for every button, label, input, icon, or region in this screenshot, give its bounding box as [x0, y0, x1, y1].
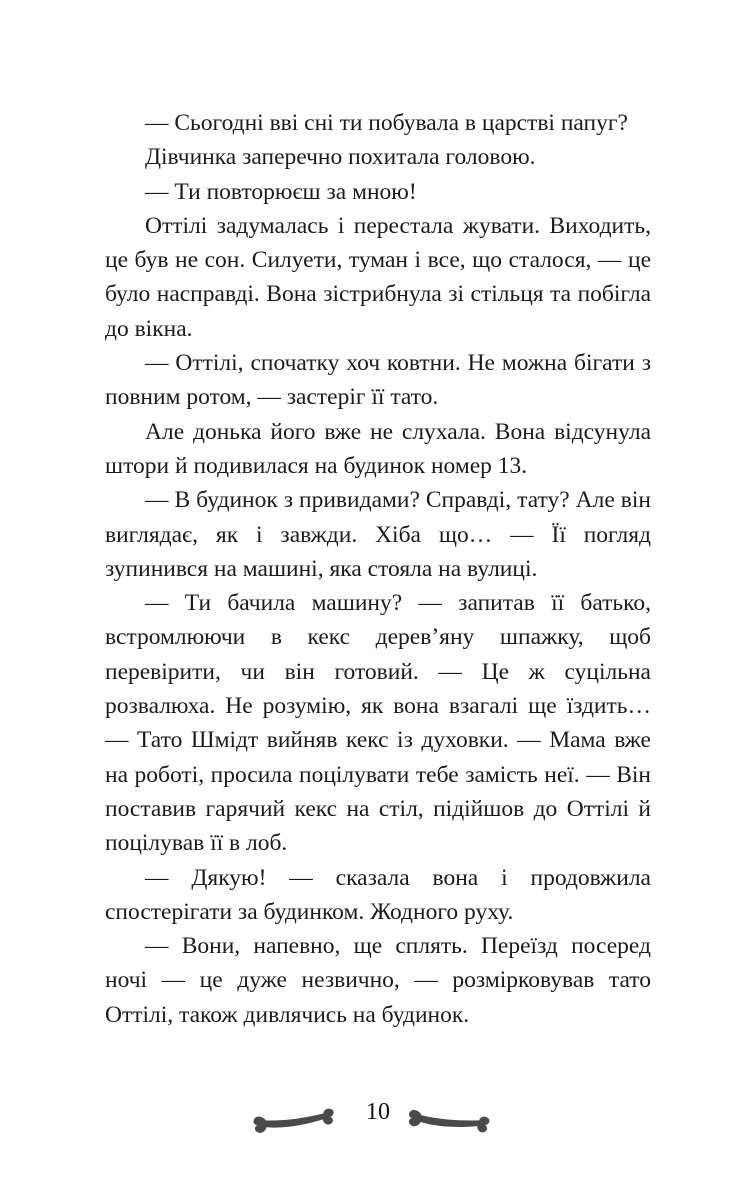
- paragraph: — Сьогодні вві сні ти побувала в царстві папуг?: [145, 110, 628, 136]
- paragraph: — Оттілі, спочатку хоч ковтни. Не можна бігати з повним ротом, — застеріг її тато.: [105, 350, 651, 411]
- paragraph: Але донька його вже не слухала. Вона відсунула штори й подивилася на будинок номер 13.: [105, 418, 651, 479]
- page-number: 10: [366, 1099, 390, 1125]
- paragraph: — Дякую! — сказала вона і продовжила спостерігати за будинком. Жодного руху.: [105, 864, 651, 925]
- paragraph: Оттілі задумалась і перестала жувати. Виходить, це був не сон. Силуети, туман і все, що сталося, — це було насправді. Вона зістрибнула зі стільця та побігла до вікна.: [105, 212, 651, 342]
- paragraph: — Ти повторюєш за мною!: [145, 178, 417, 205]
- bone-icon: [405, 1099, 505, 1148]
- text-block: [105, 106, 651, 1032]
- paragraph: — Ти бачила машину? — запитав її батько, встромлюючи в кекс дерев’яну шпажку, щоб перевірити, чи він готовий. — Це ж суцільна розвалюха. Не розумію, як вона взагалі ще їздить… — Тато Шмідт вийняв кекс із духовки. — Мама вже на роботі, просила поцілувати тебе замість неї. — Він поставив гарячий кекс на стіл, підійшов до Оттілі й поцілував її в лоб.: [105, 590, 651, 857]
- paragraph: — Вони, напевно, ще сплять. Переїзд посеред ночі — це дуже незвично, — розмірковував тато Оттілі, також дивлячись на будинок.: [105, 933, 651, 1028]
- bone-icon: [251, 1101, 349, 1144]
- page-footer: [0, 1098, 756, 1134]
- paragraph: — В будинок з привидами? Справді, тату? Але він виглядає, як і завжди. Хіба що… — Її погляд зупинився на машині, яка стояла на вулиці.: [105, 487, 651, 582]
- paragraph: Дівчинка заперечно похитала головою.: [145, 144, 536, 171]
